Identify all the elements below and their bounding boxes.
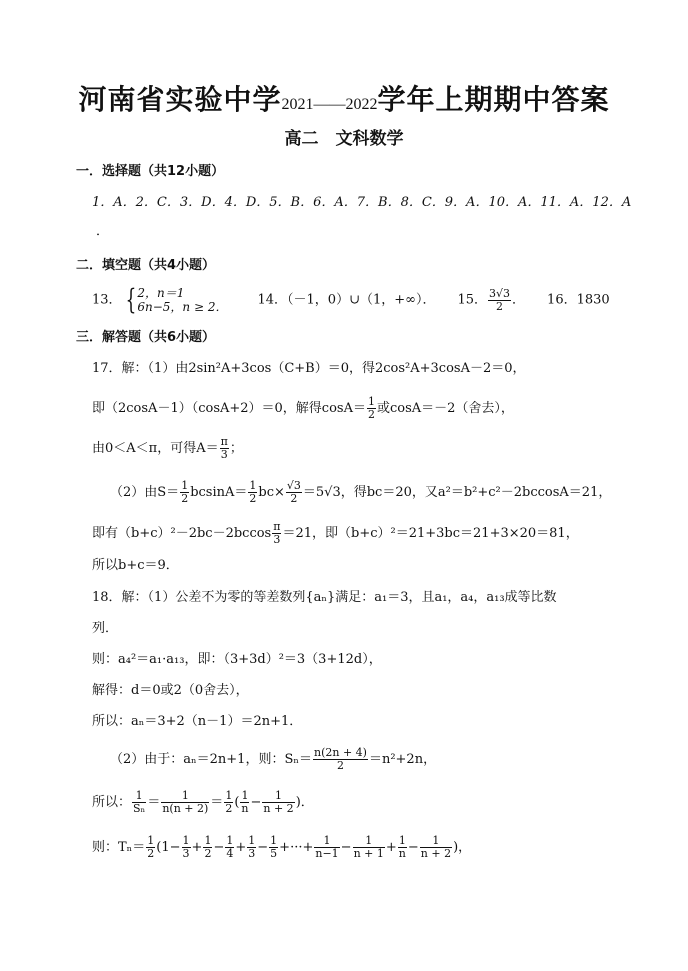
q17-line3 bbox=[92, 436, 243, 461]
frac-denominator: 2 bbox=[147, 847, 155, 860]
frac-numerator: 1 bbox=[367, 395, 375, 408]
frac-denominator: 2 bbox=[181, 492, 189, 505]
frac-numerator: 1 bbox=[314, 835, 339, 848]
frac-denominator: n−1 bbox=[315, 847, 339, 860]
plus: + bbox=[235, 840, 247, 855]
frac-numerator: 1 bbox=[420, 835, 452, 848]
q17-line5-text: 即有（b+c）²－2bc－2bccos bbox=[92, 526, 272, 541]
frac bbox=[146, 835, 155, 860]
page-subtitle: 高二 文科数学 bbox=[284, 129, 404, 149]
page-title bbox=[0, 78, 688, 118]
section-heading-solve: 三．解答题（共6小题） bbox=[76, 330, 216, 345]
title-part2: 学年上期期中答案 bbox=[377, 83, 610, 116]
q15-fraction bbox=[488, 288, 511, 313]
paren-close: )， bbox=[453, 840, 472, 855]
frac-denominator: Sₙ bbox=[133, 802, 146, 815]
q17-line4-text-b: bcsinA＝ bbox=[190, 485, 248, 500]
q13-label: 13． bbox=[92, 292, 122, 308]
frac bbox=[161, 790, 209, 815]
choice-answers-tail: ． bbox=[96, 224, 110, 239]
choice-answers: 1．A．2．C．3．D．4．D．5．B．6．A．7．B．8．C．9．A．10．A．11．A．12．A bbox=[92, 195, 632, 210]
frac bbox=[313, 747, 368, 772]
equals: ＝ bbox=[147, 795, 161, 810]
frac-denominator: 2 bbox=[225, 802, 233, 815]
q18-line7-text: 所以： bbox=[92, 795, 132, 810]
q17-line2-tail: 或cosA＝－2（舍去）， bbox=[376, 401, 514, 416]
q16-answer: 16．1830 bbox=[547, 292, 610, 308]
frac-numerator: 1 bbox=[398, 834, 406, 847]
q17-line3-tail: ； bbox=[229, 441, 243, 456]
frac bbox=[398, 835, 407, 860]
minus: − bbox=[340, 840, 352, 855]
q17-line4 bbox=[110, 480, 611, 505]
equals: ＝ bbox=[210, 795, 224, 810]
q15-tail: ． bbox=[512, 292, 526, 308]
frac-numerator: 1 bbox=[241, 789, 249, 802]
q17-line6: 所以b+c＝9． bbox=[92, 558, 179, 573]
q18-line8 bbox=[92, 835, 471, 860]
frac bbox=[224, 790, 233, 815]
q18-line7 bbox=[92, 790, 314, 815]
frac-denominator: 2 bbox=[290, 492, 298, 505]
frac-numerator: 1 bbox=[204, 834, 212, 847]
fill-answers bbox=[92, 283, 610, 316]
title-part1: 河南省实验中学 bbox=[78, 83, 282, 116]
brace-symbol: { bbox=[125, 283, 136, 316]
q15-label: 15． bbox=[457, 292, 488, 308]
frac-denominator: 4 bbox=[226, 847, 234, 860]
frac-denominator: 2 bbox=[204, 847, 212, 860]
q17-line4-text-c: bc× bbox=[258, 485, 285, 500]
frac bbox=[269, 835, 278, 860]
frac-numerator: √3 bbox=[286, 479, 301, 492]
frac-numerator: n(2n + 4) bbox=[313, 746, 367, 759]
q18-line6-tail: ＝n²+2n， bbox=[368, 752, 437, 767]
frac-numerator: 1 bbox=[147, 834, 155, 847]
frac-numerator: 1 bbox=[248, 834, 256, 847]
frac bbox=[353, 835, 385, 860]
frac bbox=[132, 790, 146, 815]
q17-line3-text: 由0＜A＜π，可得A＝ bbox=[92, 441, 219, 456]
frac-denominator: 3 bbox=[273, 533, 281, 546]
minus: − bbox=[250, 795, 262, 810]
frac bbox=[180, 480, 189, 505]
frac-numerator: 1 bbox=[262, 790, 294, 803]
q17-line2-fraction bbox=[367, 396, 376, 421]
q17-line5 bbox=[92, 521, 579, 546]
q18-line5: 所以：aₙ＝3+2（n－1）＝2n+1． bbox=[92, 714, 303, 729]
frac-numerator: π bbox=[273, 520, 281, 533]
frac-denominator: 3 bbox=[220, 448, 228, 461]
frac bbox=[314, 835, 339, 860]
paren: ( bbox=[234, 795, 240, 810]
frac bbox=[286, 480, 302, 505]
frac-numerator: π bbox=[220, 435, 228, 448]
q18-line6-text: （2）由于：aₙ＝2n+1，则：Sₙ＝ bbox=[110, 752, 312, 767]
q13-cases bbox=[137, 286, 227, 314]
q18-line4: 解得：d＝0或2（0舍去）， bbox=[92, 683, 249, 698]
frac-denominator: n(n + 2) bbox=[162, 802, 209, 815]
section-heading-choice: 一．选择题（共12小题） bbox=[76, 164, 225, 179]
minus: − bbox=[407, 840, 419, 855]
frac bbox=[225, 835, 234, 860]
frac-denominator: n + 2 bbox=[420, 847, 452, 860]
q18-line8-text: 则：Tₙ＝ bbox=[92, 840, 146, 855]
frac bbox=[240, 790, 249, 815]
q18-line6 bbox=[110, 747, 436, 772]
q17-line1: 17．解：（1）由2sin²A+3cos（C+B）＝0，得2cos²A+3cosA－2＝0， bbox=[92, 361, 526, 376]
q17-line5-tail: ＝21，即（b+c）²＝21+3bc＝21+3×20＝81， bbox=[282, 526, 579, 541]
frac bbox=[182, 835, 191, 860]
frac-numerator: 1 bbox=[132, 790, 146, 803]
q17-line2 bbox=[92, 396, 514, 421]
frac-numerator: 1 bbox=[270, 834, 278, 847]
frac-denominator: 2 bbox=[336, 759, 344, 772]
q18-line7-tail: )． bbox=[295, 795, 314, 810]
frac-numerator: 1 bbox=[353, 835, 385, 848]
q15-numerator: 3√3 bbox=[489, 286, 511, 300]
plus: + bbox=[385, 840, 397, 855]
frac-denominator: 2 bbox=[249, 492, 257, 505]
q13-case1: 2，n＝1 bbox=[137, 286, 185, 300]
minus: − bbox=[257, 840, 269, 855]
q13-case2: 6n−5，n ≥ 2． bbox=[137, 300, 228, 314]
frac bbox=[248, 480, 257, 505]
frac-numerator: 1 bbox=[249, 479, 257, 492]
frac-denominator: 2 bbox=[367, 408, 375, 421]
minus: − bbox=[213, 840, 225, 855]
frac-numerator: 1 bbox=[161, 790, 209, 803]
q17-line4-text: （2）由S＝ bbox=[110, 485, 180, 500]
q18-line3: 则：a₄²＝a₁·a₁₃，即：（3+3d）²＝3（3+12d）， bbox=[92, 652, 382, 667]
plus: + bbox=[191, 840, 203, 855]
frac-denominator: n + 1 bbox=[353, 847, 384, 860]
frac-denominator: n bbox=[398, 847, 406, 860]
frac-denominator: n bbox=[241, 802, 249, 815]
frac bbox=[203, 835, 212, 860]
frac-denominator: 3 bbox=[248, 847, 256, 860]
frac bbox=[247, 835, 256, 860]
frac bbox=[262, 790, 294, 815]
frac-denominator: 3 bbox=[182, 847, 190, 860]
frac-numerator: 1 bbox=[225, 789, 233, 802]
section-heading-fill: 二．填空题（共4小题） bbox=[76, 258, 216, 273]
frac-denominator: n + 2 bbox=[263, 802, 294, 815]
frac-denominator: 5 bbox=[270, 847, 278, 860]
frac-numerator: 1 bbox=[226, 834, 234, 847]
q18-line1: 18．解：（1）公差不为零的等差数列{aₙ}满足：a₁＝3，且a₁，a₄，a₁₃成等比数 bbox=[92, 590, 557, 605]
frac bbox=[420, 835, 452, 860]
q17-line3-fraction bbox=[220, 436, 229, 461]
q14-answer: 14．（－1，0）∪（1，+∞）． bbox=[257, 292, 436, 308]
title-years: 2021——2022 bbox=[281, 96, 378, 113]
frac-numerator: 1 bbox=[181, 479, 189, 492]
paren-open: (1− bbox=[156, 840, 181, 855]
q17-line4-text-d: ＝5√3，得bc＝20，又a²＝b²+c²－2bccosA＝21， bbox=[302, 485, 612, 500]
q18-line2: 列． bbox=[92, 621, 119, 636]
q17-line2-text: 即（2cosA－1）（cosA+2）＝0，解得cosA＝ bbox=[92, 401, 366, 416]
frac bbox=[272, 521, 281, 546]
frac-numerator: 1 bbox=[182, 834, 190, 847]
q15-denominator: 2 bbox=[496, 299, 504, 313]
ellipsis: +···+ bbox=[279, 840, 314, 855]
